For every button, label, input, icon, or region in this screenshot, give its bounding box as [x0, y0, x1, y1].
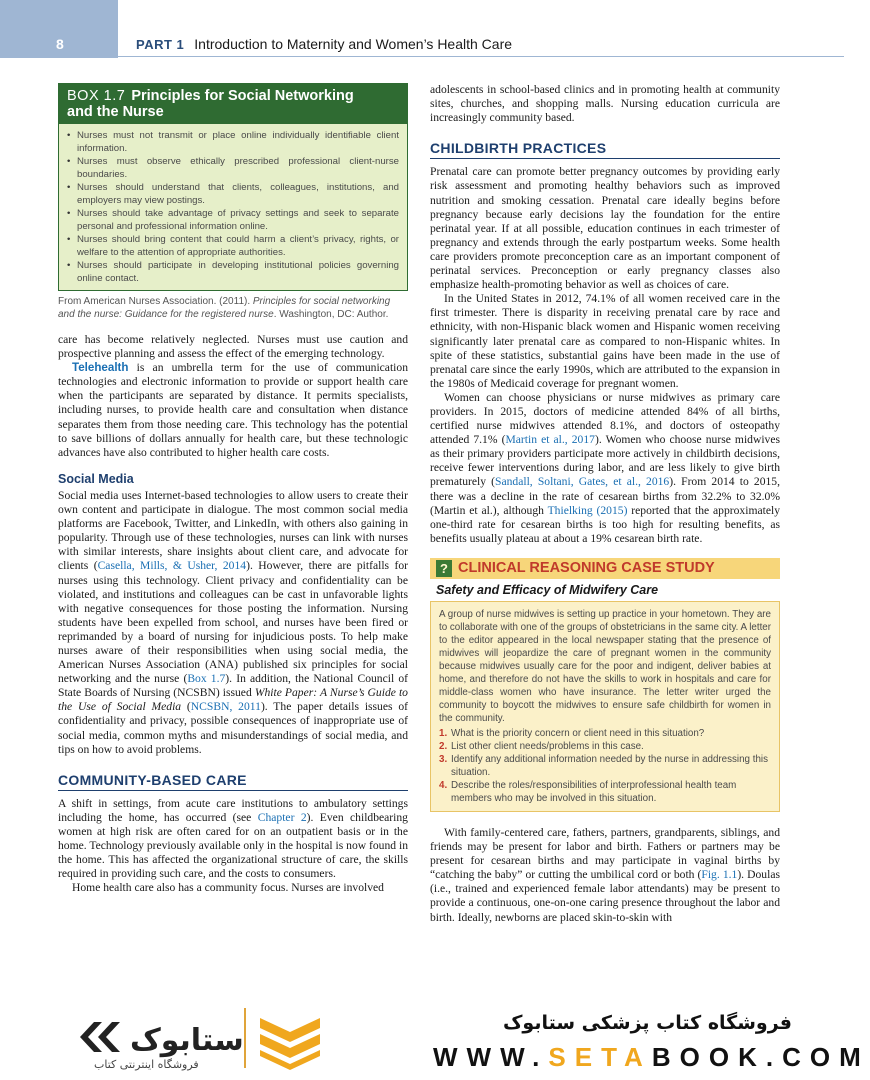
box-title: [59, 84, 407, 124]
box-reference-link[interactable]: Box 1.7: [187, 672, 226, 686]
part-label: PART 1: [136, 37, 185, 52]
paragraph: care has become relatively neglected. Nurses must use caution and prospective planning and assess the effect of the emerging technology.: [58, 333, 408, 361]
shop-name: فروشگاه کتاب پزشکی ستابوک: [502, 1012, 792, 1034]
citation-link[interactable]: NCSBN, 2011: [190, 700, 261, 714]
box-item: • Nurses should take advantage of privacy settings and seek to separate personal and professional information online.: [77, 207, 399, 233]
case-question: [439, 727, 771, 740]
case-study-title-text: CLINICAL REASONING CASE STUDY: [458, 560, 715, 577]
text: ). The paper details issues of confidentiality and privacy, possible consequences of inappropriate use of social media, common myths and misunderstandings of social media, and tips on how to avoid problems.: [58, 700, 408, 756]
right-column: [430, 83, 780, 925]
question-icon: ?: [436, 560, 452, 577]
setabook-logo: [72, 1012, 244, 1062]
social-media-heading: Social Media: [58, 471, 134, 486]
text: ). Even childbearing women at high risk are often cared for on an outpatient basis or in the home. Technology previously available only in the hospital is now found in the home. This has affected the organizational structure of care, the skills required in providing such care, and the costs to consumers.: [58, 810, 408, 881]
citation-link[interactable]: Thielking (2015): [547, 503, 628, 517]
question-text: Identify any additional information needed by the nurse in addressing this situation.: [451, 754, 768, 778]
text: ). From 2014 to 2015, there was a decline in the rate of cesarean births from 32.2% to 32.0% (Martin et al.), although: [430, 475, 780, 517]
case-study-title: [436, 560, 774, 577]
case-study-box: [430, 558, 780, 812]
box-item: • Nurses should understand that clients, colleagues, institutions, and employers may view postings.: [77, 181, 399, 207]
case-questions: [439, 727, 771, 805]
question-text: What is the priority concern or client need in this situation?: [451, 728, 705, 739]
box-title-line2: and the Nurse: [67, 104, 164, 120]
url-prefix: WWW.: [433, 1042, 549, 1072]
paragraph-community: [58, 797, 408, 882]
paragraph: In the United States in 2012, 74.1% of all women received care in the first trimester. There is disparity in receiving prenatal care by race and ethnicity, with non-Hispanic black women and Hispanic women receiving significantly later prenatal care as compared to non-Hispanic whites. In spite of these statistics, substantial gains have been made in the use of prenatal care since the early 1990s, which are attributed to the expansion in the 1980s of Medicaid coverage for pregnant women.: [430, 292, 780, 390]
box-item: • Nurses must observe ethically prescribed professional client-nurse boundaries.: [77, 155, 399, 181]
box-item: • Nurses should bring content that could harm a client’s privacy, rights, or welfare to the attention of appropriate authorities.: [77, 233, 399, 259]
white-paper-title: White Paper: A Nurse’s Guide to the Use of Social Media: [58, 686, 408, 714]
case-question: [439, 779, 771, 805]
question-number: 3.: [439, 754, 448, 765]
text: Social media uses Internet-based technologies to allow users to create their own content and participate in dialogue. The most common social media platforms are Facebook, Twitter, and LinkedIn, with others also gaining in popularity. Through use of these technologies, nurses can link with nurses with similar interests, share insights about client care, and advocate for clients (: [58, 488, 408, 573]
text: With family-centered care, fathers, partners, grandparents, siblings, and friends may be present for labor and birth. Fathers or partners may be present for cesarean births and may participate in vaginal births by “catching the baby” or cutting the umbilical cord or both (: [430, 826, 780, 882]
telehealth-term[interactable]: Telehealth: [72, 361, 129, 375]
text: ). Doulas (i.e., trained and experienced female labor attendants) may be present to provide a continuous, one-on-one caring presence throughout the labor and birth. Ideally, newborns are placed skin-to-skin with: [430, 868, 780, 924]
citation-link[interactable]: Martin et al., 2017: [505, 433, 595, 447]
header-rule: [118, 56, 844, 57]
box-item: • Nurses should participate in developing institutional policies governing online contact.: [77, 259, 399, 285]
url-highlight: SETA: [548, 1042, 652, 1072]
box-item: • Nurses must not transmit or place online individually identifiable client information.: [77, 129, 399, 155]
url-suffix: BOOK.COM: [651, 1042, 870, 1072]
childbirth-practices-heading: CHILDBIRTH PRACTICES: [430, 141, 780, 159]
text: A shift in settings, from acute care institutions to ambulatory settings including the home, has occurred (see: [58, 796, 408, 824]
paragraph-family-centered: [430, 826, 780, 925]
text: ). In addition, the National Council of State Boards of Nursing (NCSBN) issued: [58, 672, 408, 700]
box-source: [58, 295, 408, 321]
shop-url[interactable]: [433, 1042, 870, 1073]
chapter-link[interactable]: Chapter 2: [257, 810, 307, 824]
case-study-body: [430, 601, 780, 812]
question-text: List other client needs/problems in this case.: [451, 741, 644, 752]
book-mark-icon: [255, 1010, 325, 1070]
text: reported that the approximately one-third rate for cesarean births is too high for resulting benefits, as benefits usually plateau at about a 19% cesarean birth rate.: [430, 503, 780, 545]
text: Women can choose physicians or nurse midwives as primary care providers. In 2015, doctors of medicine attended 84% of all births, certified nurse midwives attended 8.1%, and doctors of osteopathy attended 7.1% (: [430, 390, 780, 447]
case-question: [439, 740, 771, 753]
running-header: [136, 36, 512, 52]
box-1-7: [58, 83, 408, 291]
box-title-line1: Principles for Social Networking: [131, 88, 354, 104]
footer-watermark: [0, 998, 870, 1080]
case-study-subtitle: Safety and Efficacy of Midwifery Care: [436, 582, 659, 597]
question-text: Describe the roles/responsibilities of interprofessional health team members who may be involved in this situation.: [451, 780, 737, 804]
paragraph: Home health care also has a community focus. Nurses are involved: [72, 881, 384, 895]
paragraph-providers: [430, 391, 780, 546]
paragraph: Prenatal care can promote better pregnancy outcomes by providing early risk assessment and promoting healthy behaviors such as improved nutrition and smoking cessation. Prenatal care ideally begins before pregnancy because early decisions lay the foundation for the entire perinatal year. If at all possible, education continues in each trimester of pregnancy and extends through the early postpartum weeks. Some health care providers promote preconception care as an important component of perinatal services. Preconception or early pregnancy classes also emphasize health-promoting behavior as well as choices of care.: [430, 165, 780, 292]
question-number: 2.: [439, 741, 448, 752]
telehealth-text: is an umbrella term for the use of communication technologies and electronic information to provide or support health care when the participants are separated by distance. It permits specialists, including nurses, to provide health care and consultation when distance separates them from those needing care. This technology has the potential to save billions of dollars annually for health care, but these technologic advances have also contributed to higher health care costs.: [58, 361, 408, 459]
text: ). Women who choose nurse midwives as their primary providers participate more actively in childbirth decisions, receive fewer interventions during labor, and are less likely to give birth prematurely (: [430, 433, 781, 489]
text: ). However, there are pitfalls for nurses using this technology. Client privacy and confidentiality can be violated, and institutions and colleagues can be cast in unfavorable lights with negative consequences for those posting the information. Nursing students have been expelled from school, and nurses have been fired or reprimanded by a board of nursing for injudicious posts. To help make nurses aware of their responsibilities when using social media, the American Nurses Association (ANA) published six principles for social networking and the nurse (: [58, 559, 409, 686]
question-number: 1.: [439, 728, 448, 739]
citation-link[interactable]: Casella, Mills, & Usher, 2014: [97, 559, 247, 573]
svg-text:ستابوک: ستابوک: [130, 1023, 244, 1058]
paragraph-telehealth: [58, 361, 408, 460]
figure-link[interactable]: Fig. 1.1: [701, 868, 738, 882]
chapter-title: Introduction to Maternity and Women’s Health Care: [194, 36, 513, 52]
logo-tagline: فروشگاه اینترنتی کتاب: [94, 1058, 199, 1071]
box-list: [59, 124, 407, 290]
text: (: [181, 700, 191, 714]
left-column: [58, 83, 408, 895]
source-title: Principles for social networking and the nurse: Guidance for the registered nurse: [58, 296, 391, 320]
citation-link[interactable]: Sandall, Soltani, Gates, et al., 2016: [495, 475, 670, 489]
case-scenario: A group of nurse midwives is setting up practice in your hometown. They are to collaborate with one of the groups of obstetricians in the same city. A letter to the editor appeared in the local newspaper stating that the presence of midwives will jeopardize the care of pregnant women in the community because midwives usually care for the poor and indigent, deliver babies at home, and therefore do not have the skills to work in hospitals and care for middle-class women who have insurance. The letter writer urged the community to boycott the midwives to ensure safe childbirth for women in the community.: [439, 609, 772, 724]
page-number: 8: [56, 36, 64, 52]
question-number: 4.: [439, 780, 448, 791]
source-suffix: . Washington, DC: Author.: [273, 309, 389, 320]
footer-divider: [244, 1008, 246, 1068]
paragraph: adolescents in school-based clinics and in promoting health at community sites, churches, and shopping malls. Nursing education curricula are increasingly community based.: [430, 83, 780, 125]
community-care-heading: COMMUNITY-BASED CARE: [58, 773, 408, 791]
case-study-header: [430, 558, 780, 579]
box-label: BOX 1.7: [67, 88, 126, 104]
paragraph-social-media: [58, 489, 408, 757]
source-prefix: From American Nurses Association. (2011).: [58, 296, 253, 307]
case-question: [439, 753, 771, 779]
